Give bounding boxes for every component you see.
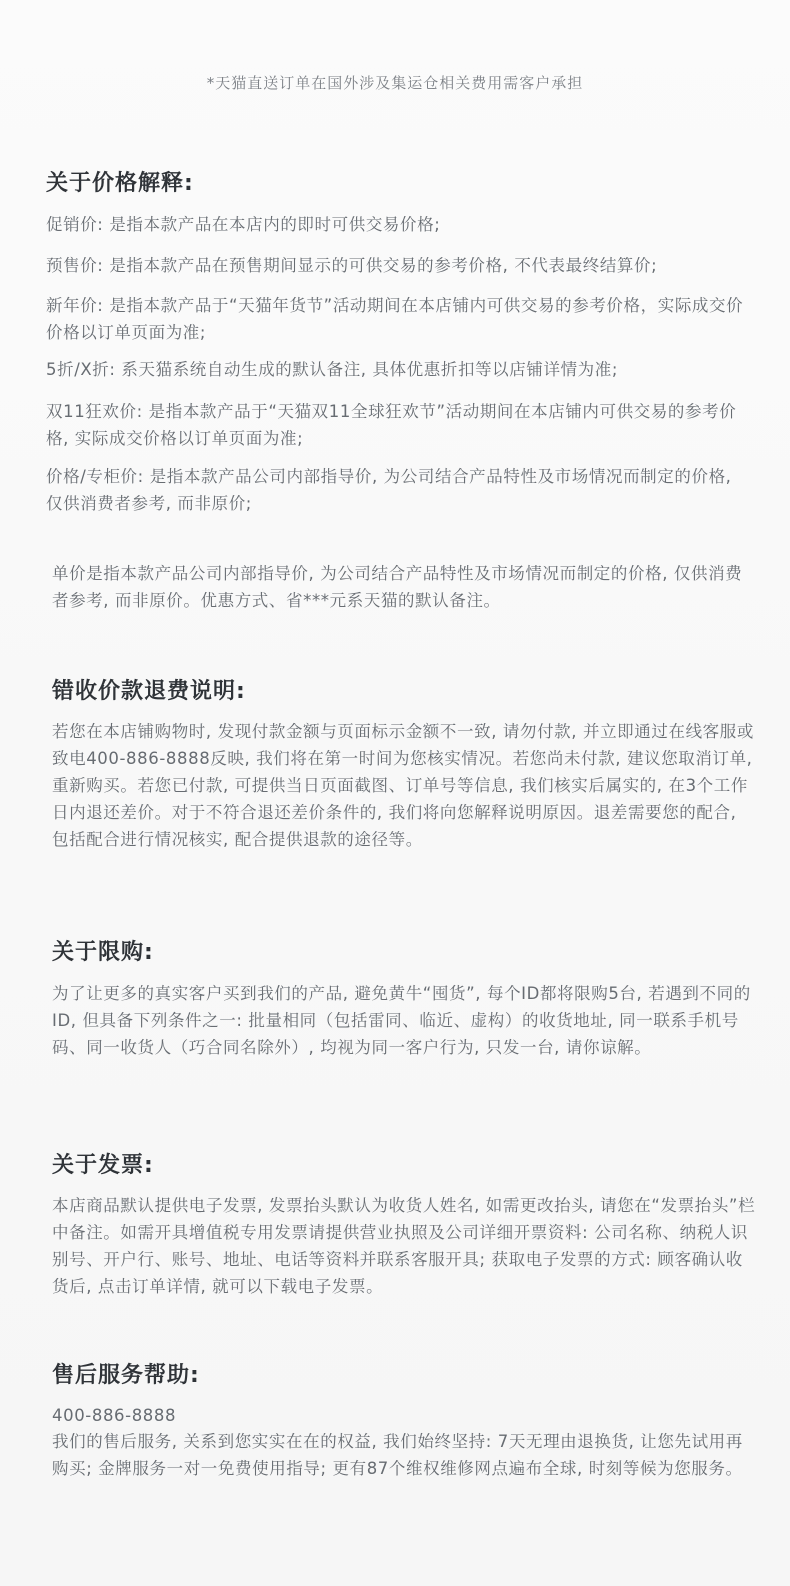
service-section-body: 我们的售后服务, 关系到您实实在在的权益, 我们始终坚持: 7天无理由退换货, 让您先试用再购买; 金牌服务一对一免费使用指导; 更有87个维权维修网点遍布全球, 时刻等候为您服务。 bbox=[52, 1432, 743, 1478]
price-term-text: 是指本款产品于“天猫双11全球狂欢节”活动期间在本店铺内可供交易的参考价格, 实际成交价格以订单页面为准; bbox=[46, 402, 737, 448]
price-term-text: 是指本款产品在本店内的即时可供交易价格; bbox=[109, 215, 441, 234]
unit-price-note: 单价是指本款产品公司内部指导价, 为公司结合产品特性及市场情况而制定的价格, 仅供消费者参考, 而非原价。优惠方式、省***元系天猫的默认备注。 bbox=[52, 564, 743, 610]
price-term-text: 系天猫系统自动生成的默认备注, 具体优惠折扣等以店铺详情为准; bbox=[121, 360, 619, 379]
price-term: 促销价: bbox=[46, 215, 104, 234]
service-phone: 400-886-8888 bbox=[52, 1406, 177, 1425]
refund-section-body: 若您在本店铺购物时, 发现付款金额与页面标示金额不一致, 请勿付款, 并立即通过在线客服或致电400-886-8888反映, 我们将在第一时间为您核实情况。若您尚未付款, 建议您取消订单, 重新购买。若您已付款, 可提供当日页面截图、订单号等信息, 我们核实后属实的, 在3个工作日内退还差价。对于不符合退还差价条件的, 我们将向您解释说明原因。退差需要您的配合, 包括配合进行情况核实, 配合提供退款的途径等。 bbox=[52, 722, 754, 849]
price-definition bbox=[46, 252, 751, 279]
price-definition bbox=[46, 463, 751, 517]
price-term: 新年价: bbox=[46, 296, 104, 315]
limit-section-title: 关于限购: bbox=[52, 940, 154, 965]
price-term: 预售价: bbox=[46, 256, 104, 275]
invoice-section-title: 关于发票: bbox=[52, 1153, 154, 1178]
price-section-title: 关于价格解释: bbox=[46, 171, 194, 196]
price-definition bbox=[46, 356, 751, 383]
price-term-text: 是指本款产品公司内部指导价, 为公司结合产品特性及市场情况而制定的价格, 仅供消费者参考, 而非原价; bbox=[46, 467, 732, 513]
service-section-title: 售后服务帮助: bbox=[52, 1363, 200, 1388]
price-definition bbox=[46, 292, 751, 346]
price-definition bbox=[46, 211, 751, 238]
refund-section-title: 错收价款退费说明: bbox=[52, 679, 246, 704]
overseas-fee-notice: *天猫直送订单在国外涉及集运仓相关费用需客户承担 bbox=[206, 74, 584, 92]
price-term: 5折/X折: bbox=[46, 360, 116, 379]
price-term-text: 是指本款产品在预售期间显示的可供交易的参考价格, 不代表最终结算价; bbox=[109, 256, 658, 275]
price-term: 价格/专柜价: bbox=[46, 467, 144, 486]
price-term-text: 是指本款产品于“天猫年货节”活动期间在本店铺内可供交易的参考价格，实际成交价价格以订单页面为准; bbox=[46, 296, 744, 342]
invoice-section-body: 本店商品默认提供电子发票, 发票抬头默认为收货人姓名, 如需更改抬头, 请您在“发票抬头”栏中备注。如需开具增值税专用发票请提供营业执照及公司详细开票资料: 公司名称、纳税人识别号、开户行、账号、地址、电话等资料并联系客服开具; 获取电子发票的方式: 顾客确认收货后, 点击订单详情, 就可以下载电子发票。 bbox=[52, 1196, 756, 1296]
price-definition bbox=[46, 398, 751, 452]
limit-section-body: 为了让更多的真实客户买到我们的产品, 避免黄牛“囤货”, 每个ID都将限购5台, 若遇到不同的ID, 但具备下列条件之一: 批量相同（包括雷同、临近、虚构）的收货地址, 同一联系手机号码、同一收货人（巧合同名除外）, 均视为同一客户行为, 只发一台, 请你谅解。 bbox=[52, 984, 751, 1057]
price-term: 双11狂欢价: bbox=[46, 402, 143, 421]
